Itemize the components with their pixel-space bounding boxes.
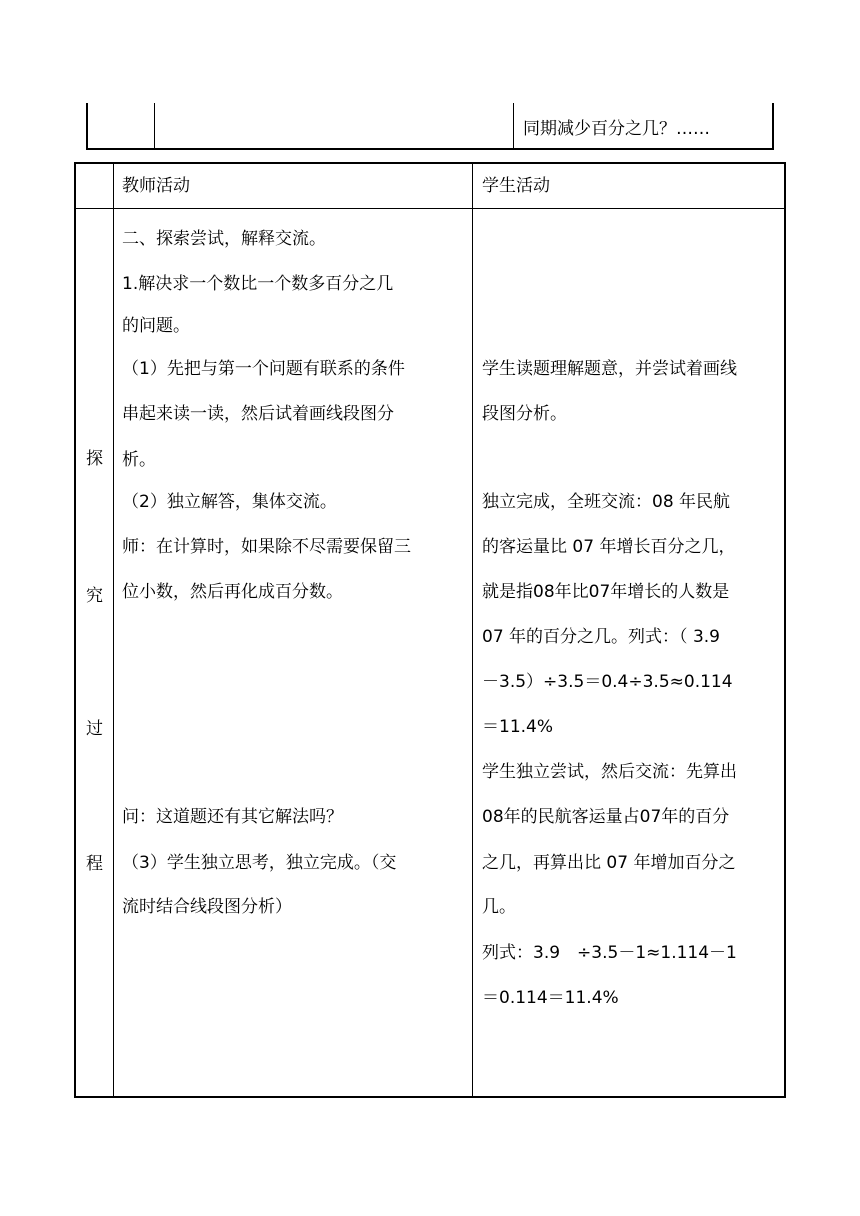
main-table-col-divider-1 — [113, 162, 114, 1098]
teacher-line-7: （2）独立解答，集体交流。 — [122, 492, 337, 512]
student-line-12: 几。 — [482, 897, 516, 917]
student-line-4: 的客运量比 07 年增长百分之几， — [482, 537, 736, 557]
teacher-line-9: 位小数，然后再化成百分数。 — [122, 582, 343, 602]
main-table-border-right — [784, 162, 786, 1098]
header-student-activity: 学生活动 — [482, 176, 550, 196]
student-line-7: －3.5）÷3.5＝0.4÷3.5≈0.114 — [482, 672, 733, 692]
student-line-10: 08年的民航客运量占07年的百分 — [482, 807, 730, 827]
teacher-line-8: 师：在计算时，如果除不尽需要保留三 — [122, 537, 411, 557]
student-line-6: 07 年的百分之几。列式：（ 3.9 — [482, 627, 720, 647]
stage-char-3: 过 — [86, 719, 103, 739]
main-table-header-divider — [74, 208, 786, 209]
student-line-11: 之几，再算出比 07 年增加百分之 — [482, 853, 736, 873]
student-line-8: ＝11.4% — [482, 717, 554, 737]
teacher-line-12: 流时结合线段图分析） — [122, 897, 292, 917]
top-table-border-right — [772, 103, 774, 149]
main-table-border-left — [74, 162, 76, 1098]
teacher-line-10: 问：这道题还有其它解法吗？ — [122, 807, 343, 827]
teacher-line-3: 的问题。 — [122, 316, 190, 336]
student-line-2: 段图分析。 — [482, 404, 567, 424]
teacher-line-5: 串起来读一读，然后试着画线段图分 — [122, 404, 394, 424]
header-teacher-activity: 教师活动 — [122, 176, 190, 196]
teacher-line-11: （3）学生独立思考，独立完成。（交 — [122, 853, 397, 873]
top-table-border-left — [86, 103, 88, 149]
teacher-line-2: 1.解决求一个数比一个数多百分之几 — [122, 274, 394, 294]
student-line-5: 就是指08年比07年增长的人数是 — [482, 582, 730, 602]
main-table-col-divider-2 — [472, 162, 473, 1098]
top-table-divider-2 — [513, 103, 514, 149]
teacher-line-6: 析。 — [122, 450, 156, 470]
student-line-3: 独立完成，全班交流：08 年民航 — [482, 492, 731, 512]
stage-char-2: 究 — [86, 586, 103, 606]
student-line-13: 列式：3.9 ÷3.5－1≈1.114－1 — [482, 943, 737, 963]
top-table-cell-text: 同期减少百分之几？…… — [523, 119, 710, 139]
student-line-1: 学生读题理解题意，并尝试着画线 — [482, 359, 737, 379]
stage-char-1: 探 — [86, 449, 103, 469]
main-table-border-top — [74, 162, 786, 164]
top-table-divider-1 — [154, 103, 155, 149]
stage-char-4: 程 — [86, 854, 103, 874]
teacher-line-4: （1）先把与第一个问题有联系的条件 — [122, 359, 405, 379]
top-table-border-bottom — [86, 148, 774, 150]
student-line-14: ＝0.114＝11.4% — [482, 988, 619, 1008]
student-line-9: 学生独立尝试，然后交流：先算出 — [482, 762, 737, 782]
teacher-line-1: 二、探索尝试，解释交流。 — [122, 229, 326, 249]
main-table-border-bottom — [74, 1096, 786, 1098]
